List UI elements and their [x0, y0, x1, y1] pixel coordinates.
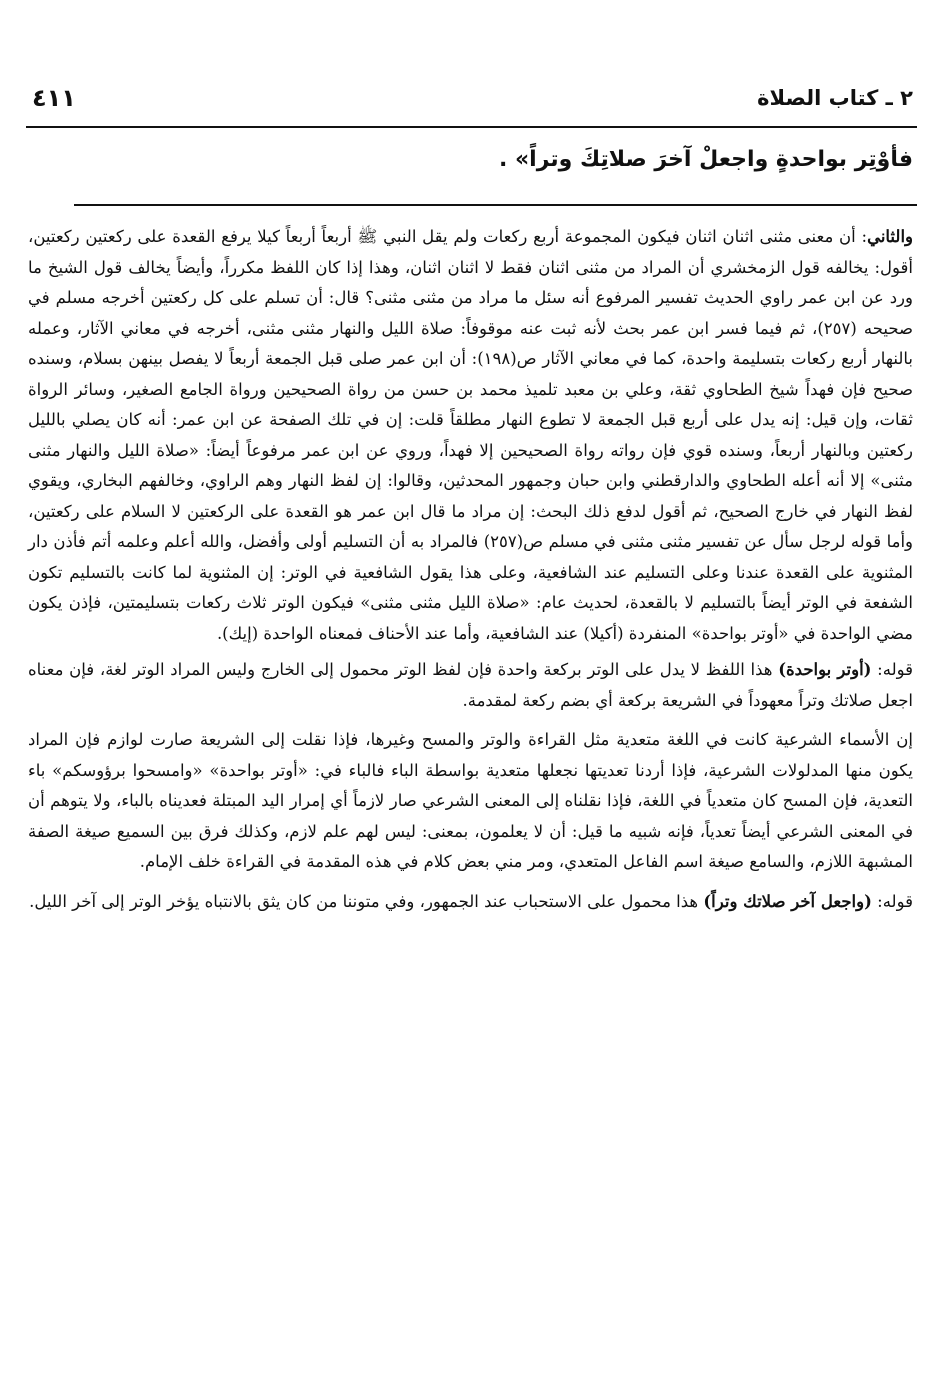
paragraph-prefix: قوله: [871, 660, 914, 679]
commentary-body [28, 222, 913, 926]
paragraph-lead-word: والثاني [867, 227, 913, 246]
commentary-paragraph-1 [28, 222, 913, 649]
chapter-title: ٢ ـ كتاب الصلاة [757, 86, 913, 110]
paragraph-text: هذا محمول على الاستحباب عند الجمهور، وفي متوننا من كان يثق بالانتباه يؤخر الوتر إلى آخر الليل. [29, 891, 704, 911]
paragraph-text: : أن معنى مثنى اثنان اثنان فيكون المجموعة أربع ركعات ولم يقل النبي ﷺ أربعاً أربعاً كيلا يرفع القعدة على ركعتين ركعتين، أقول: يخالفه قول الزمخشري أن المراد من مثنى اثنان فقط لا اثنان اثنان، وهذا إذا كان اللفظ مكرراً، وأيضاً يخالف قول الشيخ ما ورد عن ابن عمر راوي الحديث تفسير المرفوع أنه سئل ما مراد من مثنى مثنى؟ قال: أن تسلم على كل ركعتين أخرجه مسلم في صحيحه (٢٥٧)، ثم فيما فسر ابن عمر بحث لأنه ثبت عنه موقوفاً: صلاة الليل والنهار مثنى مثنى، أخرجه في معاني الآثار، وعمله بالنهار أربع ركعات بتسليمة واحدة، كما في معاني الآثار ص(١٩٨): أن ابن عمر صلى قبل الجمعة أربعاً لا يفصل بينهن بسلام، وسنده صحيح فإن فهداً شيخ الطحاوي ثقة، وعلي بن معبد تلميذ محمد بن حسن من رواة الصحيحين ورواة الجامع الصغير، وسائر الرواة ثقات، وإن قيل: إنه يدل على أربع قبل الجمعة لا تطوع النهار مطلقاً قلت: إن في تلك الصفحة عن ابن عمر: أنه كان يصلي بالليل ركعتين وبالنهار أربعاً، وسنده قوي فإن رواته رواة الصحيحين إلا فهداً، وروي عن ابن عمر مرفوعاً أيضاً: «صلاة الليل والنهار مثنى مثنى» إلا أنه أعله الطحاوي والدارقطني وابن حبان وجمهور المحدثين، وقالوا: إن لفظ النهار وهم الراوي، وخالفهم البخاري، ويقوي لفظ النهار في خارج الصحيح، ثم أقول لدفع ذلك البحث: إن مراد ما قال ابن عمر هو القعدة على الركعتين لا السلام على ركعتين، وأما قوله لرجل سأل عن تفسير مثنى مثنى في مسلم ص(٢٥٧) فالمراد به أن التسليم أولى وأفضل، والله أعلم وعلمه أتم فأذن دار المثنوية على القعدة عندنا وعلى التسليم عند الشافعية، وعلى هذا يقول الشافعية في الوتر: إن المثنوية لما كانت بالتسليم تكون الشفعة في الوتر أيضاً بالتسليم لا بالقعدة، لحديث عام: «صلاة الليل مثنى مثنى» فيكون الوتر ثلاث ركعات بتسليمتين، فإذن يكون مضي الواحدة في «أوتر بواحدة» المنفردة (أكيلا) عند الشافعية، وأما عند الأحناف فمعناه الواحدة (إيك). [28, 227, 913, 643]
quoted-phrase: (واجعل آخر صلاتك وتراً) [703, 891, 872, 911]
running-header [26, 74, 917, 122]
commentary-paragraph-2 [28, 655, 913, 716]
quoted-phrase: (أوتر بواحدة) [778, 660, 872, 679]
commentary-paragraph-3 [28, 725, 913, 878]
hadith-text-tail: فأوْتِر بواحدةٍ واجعلْ آخرَ صلاتِكَ وتراً» . [498, 147, 913, 172]
commentary-paragraph-4 [28, 887, 913, 918]
page-number: ٤١١ [32, 84, 76, 112]
paragraph-prefix: قوله: [871, 891, 913, 911]
paragraph-text: إن الأسماء الشرعية كانت في اللغة متعدية مثل القراءة والوتر والمسح وغيرها، فإذا نقلت إلى الشريعة صارت لوازم فإن المراد يكون منها المدلولات الشرعية، فإذا أردنا تعديتها نجعلها متعدية بواسطة الباء فالباء في: «أوتر بواحدة» «وامسحوا برؤوسكم» باء التعدية، فإن المسح كان متعدياً في اللغة، فإذا نقلناه إلى المعنى الشرعي صار لازماً أي إمرار اليد المبتلة فعديناه بالباء، ولا يتوهم أن في المعنى الشرعي أيضاً تعدياً، فإنه شبيه ما قيل: أن لا يعلمون، بمعنى: ليس لهم علم لازم، وكذلك فرق بين السميع صيغة الصفة المشبهة اللازم، والسامع صيغة اسم الفاعل المتعدي، ومر مني بعض كلام في هذه المقدمة في القراءة خلف الإمام. [28, 730, 913, 871]
footnote-divider [74, 204, 917, 206]
header-divider [26, 126, 917, 128]
paragraph-text: هذا اللفظ لا يدل على الوتر بركعة واحدة فإن لفظ الوتر محمول إلى الخارج وليس المراد الوتر لغة، فإن معناه اجعل صلاتك وتراً معهوداً في الشريعة بركعة أي بضم ركعة لمقدمة. [28, 660, 913, 710]
